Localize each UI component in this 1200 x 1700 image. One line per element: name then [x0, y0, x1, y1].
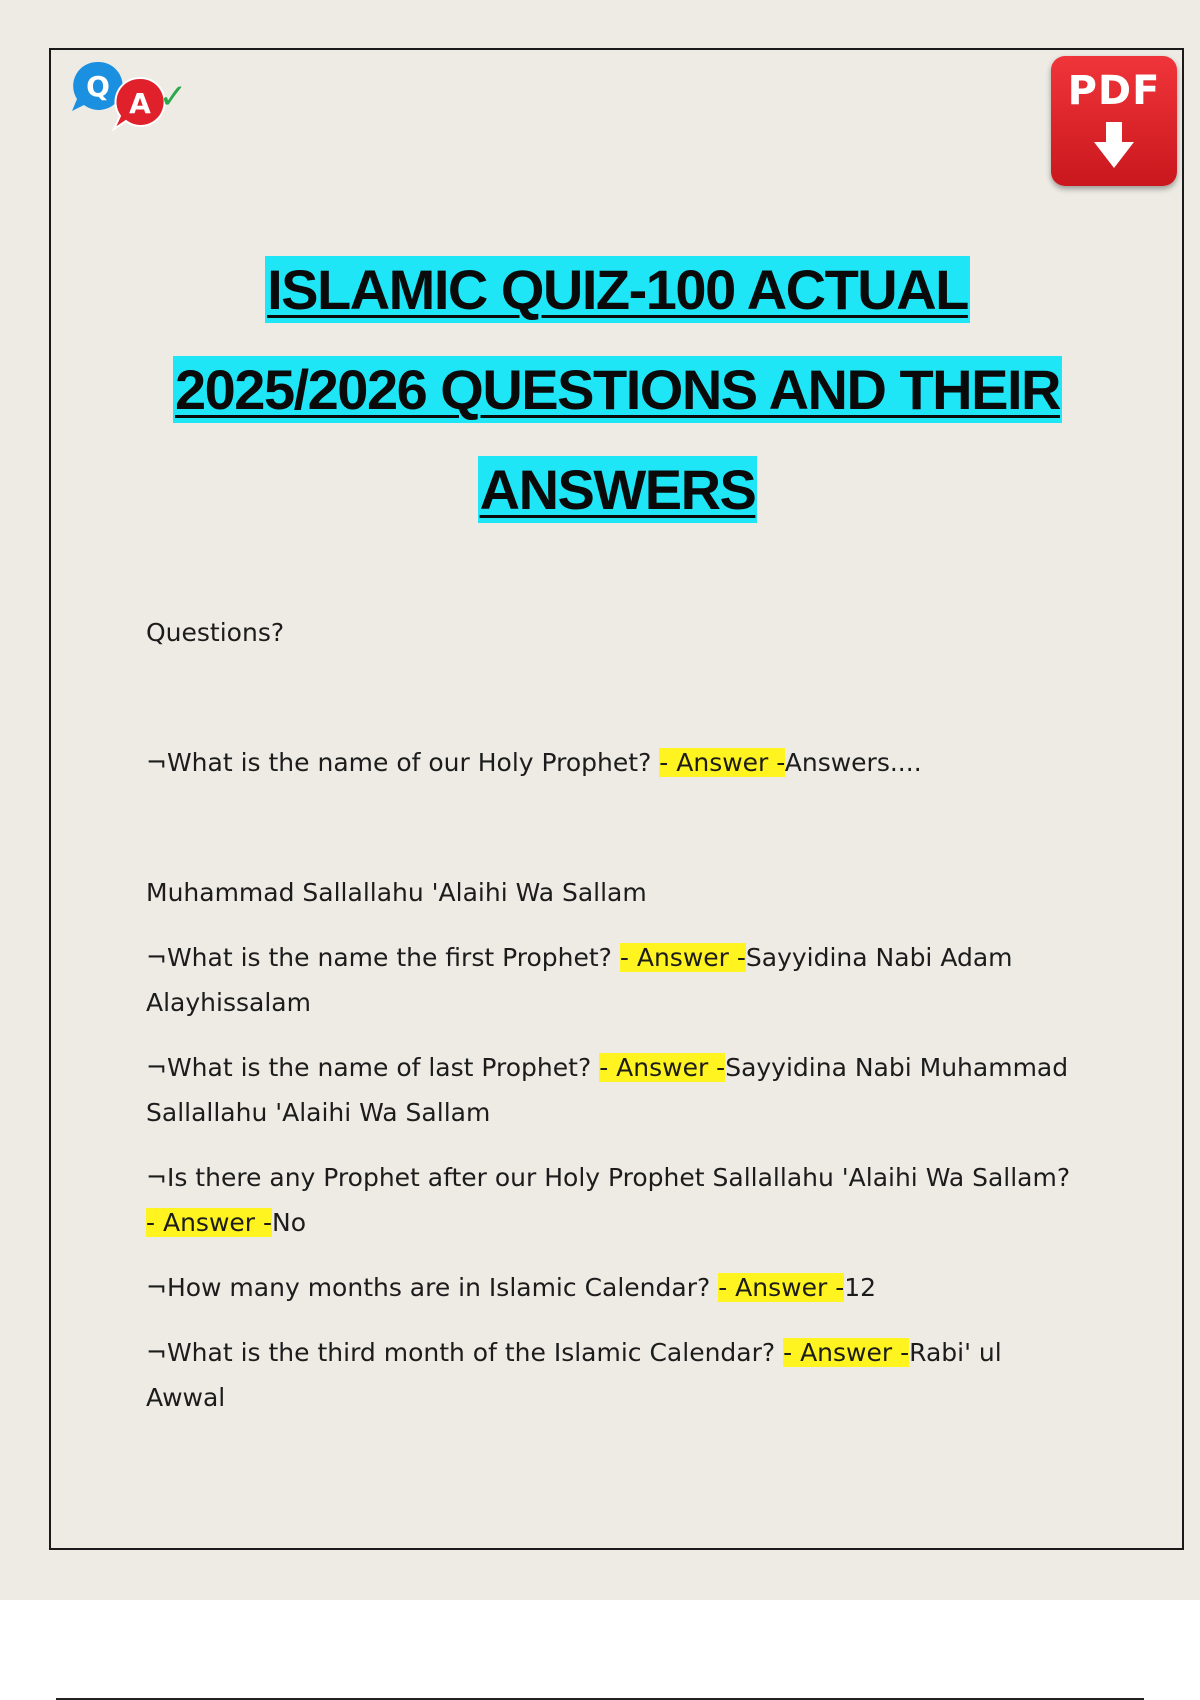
- pdf-badge-label: PDF: [1067, 68, 1161, 114]
- answer-marker: - Answer -: [659, 748, 785, 777]
- question-text: ¬Is there any Prophet after our Holy Prophet Sallallahu 'Alaihi Wa Sallam?: [146, 1163, 1071, 1192]
- qa-item: [146, 1330, 1076, 1420]
- quiz-content: [146, 610, 1076, 1440]
- answer-text: 12: [844, 1273, 877, 1302]
- title-line-3: ANSWERS: [479, 458, 756, 521]
- logo-a-letter: A: [129, 87, 151, 120]
- answer-text: Answers....: [784, 748, 922, 777]
- answer-marker: - Answer -: [146, 1208, 273, 1237]
- logo-q-letter: Q: [86, 70, 110, 103]
- question-text: ¬What is the name of last Prophet?: [146, 1053, 600, 1082]
- answer-text: Rabi' ul Awwal: [146, 1338, 1002, 1412]
- question-text: ¬What is the third month of the Islamic Calendar?: [146, 1338, 784, 1367]
- answer-text: Sayyidina Nabi Muhammad Sallallahu 'Alaihi Wa Sallam: [146, 1053, 1069, 1127]
- qa-item: [146, 935, 1076, 1025]
- qa-item: [146, 1155, 1076, 1245]
- title-line-2: 2025/2026 QUESTIONS AND THEIR: [175, 358, 1060, 421]
- qa-item: [146, 740, 1076, 785]
- answer-marker: - Answer -: [619, 943, 746, 972]
- pdf-download-badge[interactable]: [1051, 56, 1177, 186]
- download-arrow-icon: [1094, 122, 1134, 172]
- document-title: [60, 240, 1175, 540]
- logo-check-mark: ✓: [158, 77, 188, 117]
- questions-heading: Questions?: [146, 618, 285, 647]
- answer-marker: - Answer -: [718, 1273, 845, 1302]
- qa-logo-icon: [68, 56, 198, 136]
- answer-text: No: [272, 1208, 307, 1237]
- title-line-1: ISLAMIC QUIZ-100 ACTUAL: [267, 258, 968, 321]
- answer-marker: - Answer -: [599, 1053, 726, 1082]
- answer-text: Sayyidina Nabi Adam Alayhissalam: [146, 943, 1013, 1017]
- qa-item: [146, 1045, 1076, 1135]
- question-text: ¬What is the name the first Prophet?: [146, 943, 620, 972]
- answer-marker: - Answer -: [783, 1338, 910, 1367]
- qa-item: [146, 1265, 1076, 1310]
- answer-text: Muhammad Sallallahu 'Alaihi Wa Sallam: [146, 878, 647, 907]
- question-text: ¬How many months are in Islamic Calendar?: [146, 1273, 719, 1302]
- question-text: ¬What is the name of our Holy Prophet?: [146, 748, 660, 777]
- qa-item: [146, 870, 1076, 915]
